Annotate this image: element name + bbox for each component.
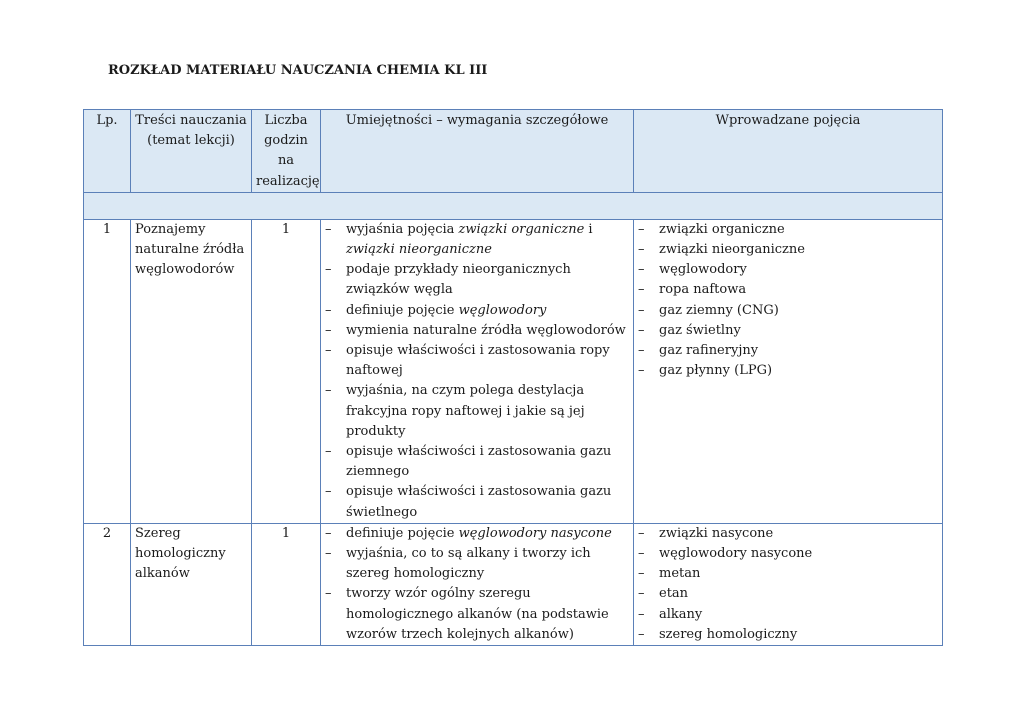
concept-item: – etan [638, 584, 938, 604]
curriculum-table [83, 109, 943, 646]
concept-item: – węglowodory [638, 260, 938, 280]
row-hours: 1 [252, 523, 321, 645]
skill-item [325, 341, 629, 381]
table-row [84, 219, 943, 523]
concepts-list [638, 524, 938, 645]
skill-text: opisuje właściwości i zastosowania gazu świetlnego [346, 484, 612, 520]
row-skills [321, 523, 634, 645]
header-concepts: Wprowadzane pojęcia [634, 110, 943, 193]
skill-item [325, 220, 629, 260]
skill-item [325, 321, 629, 341]
skill-text: i [584, 221, 593, 237]
skill-text: opisuje właściwości i zastosowania ropy naftowej [346, 343, 610, 379]
section-spacer-row [84, 192, 943, 219]
row-lp: 1 [84, 219, 131, 523]
skill-text: wyjaśnia, co to są alkany i tworzy ich szereg homologiczny [346, 546, 591, 582]
concept-item: – gaz płynny (LPG) [638, 361, 938, 381]
header-topic: Treści nauczania (temat lekcji) [131, 110, 252, 193]
skill-item [325, 524, 629, 544]
skill-text: wyjaśnia pojęcia [346, 221, 459, 237]
row-lp: 2 [84, 523, 131, 645]
row-topic: Szereg homologiczny alkanów [131, 523, 252, 645]
concept-item: – gaz rafineryjny [638, 341, 938, 361]
skill-item [325, 301, 629, 321]
skill-item [325, 482, 629, 522]
table-row [84, 523, 943, 645]
skills-list [325, 524, 629, 645]
skill-text: związki nieorganiczne [346, 242, 492, 258]
skill-text: wyjaśnia, na czym polega destylacja frakcyjna ropy naftowej i jakie są jej produkty [346, 383, 585, 439]
skill-item [325, 260, 629, 300]
concept-item: – szereg homologiczny [638, 625, 938, 645]
header-skills: Umiejętności – wymagania szczegółowe [321, 110, 634, 193]
skill-text: opisuje właściwości i zastosowania gazu ziemnego [346, 444, 612, 480]
row-concepts [634, 523, 943, 645]
table-header-row [84, 110, 943, 193]
concept-item: – węglowodory nasycone [638, 544, 938, 564]
concept-item: – metan [638, 564, 938, 584]
row-topic: Poznajemy naturalne źródła węglowodorów [131, 219, 252, 523]
row-hours: 1 [252, 219, 321, 523]
concept-item: – związki organiczne [638, 220, 938, 240]
row-concepts [634, 219, 943, 523]
skill-text: węglowodory [458, 302, 547, 318]
skill-item [325, 381, 629, 442]
concepts-list [638, 220, 938, 382]
skill-item [325, 442, 629, 482]
skill-text: węglowodory nasycone [458, 525, 612, 541]
section-spacer-cell [84, 192, 943, 219]
skill-text: związki organiczne [458, 221, 585, 237]
concept-item: – gaz świetlny [638, 321, 938, 341]
concept-item: – związki nasycone [638, 524, 938, 544]
skill-text: podaje przykłady nieorganicznych związków węgla [346, 262, 571, 298]
concept-item: – ropa naftowa [638, 280, 938, 300]
document-title: ROZKŁAD MATERIAŁU NAUCZANIA CHEMIA KL III [108, 63, 488, 78]
skills-list [325, 220, 629, 523]
skill-text: definiuje pojęcie [346, 302, 459, 318]
header-hours: Liczba godzin na realizację [252, 110, 321, 193]
concept-item: – gaz ziemny (CNG) [638, 301, 938, 321]
concept-item: – alkany [638, 605, 938, 625]
skill-item [325, 584, 629, 645]
skill-item [325, 544, 629, 584]
skill-text: definiuje pojęcie [346, 525, 459, 541]
skill-text: wymienia naturalne źródła węglowodorów [346, 322, 626, 338]
row-skills [321, 219, 634, 523]
header-lp: Lp. [84, 110, 131, 193]
concept-item: – związki nieorganiczne [638, 240, 938, 260]
skill-text: tworzy wzór ogólny szeregu homologicznego alkanów (na podstawie wzorów trzech kolejnych alkanów) [346, 586, 609, 642]
